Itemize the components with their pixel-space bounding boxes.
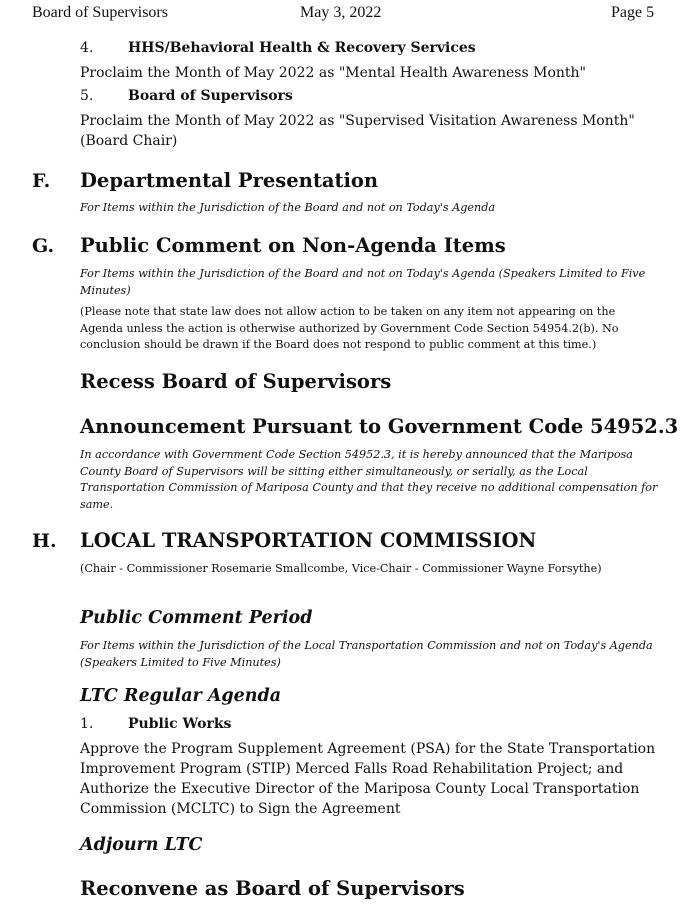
section-h-letter: H.	[32, 530, 57, 552]
item-4-title: HHS/Behavioral Health & Recovery Services	[128, 40, 476, 56]
reconvene-title: Reconvene as Board of Supervisors	[80, 877, 465, 900]
adjourn-ltc-title: Adjourn LTC	[80, 835, 203, 855]
ltc-item-1-title: Public Works	[128, 716, 232, 732]
item-4-text: Proclaim the Month of May 2022 as "Mental Health Awareness Month"	[80, 65, 586, 81]
ltc-item-1-number: 1.	[80, 716, 94, 732]
section-h-title: LOCAL TRANSPORTATION COMMISSION	[80, 529, 537, 552]
public-comment-period-note: For Items within the Jurisdiction of the Local Transportation Commission and not on Today's Agenda (Speakers Limited to Five Minutes)	[80, 639, 653, 669]
section-h-chairs: (Chair - Commissioner Rosemarie Smallcombe, Vice-Chair - Commissioner Wayne Forsythe)	[80, 562, 602, 575]
ltc-item-1-text: Approve the Program Supplement Agreement (PSA) for the State Transportation Improvement Program (STIP) Merced Falls Road Rehabilitation Project; and Authorize the Executive Director of the Mariposa County Local Transportation Commission (MCLTC) to Sign the Agreement	[80, 741, 656, 817]
ltc-regular-agenda-title: LTC Regular Agenda	[80, 686, 282, 706]
section-g-title: Public Comment on Non-Agenda Items	[80, 234, 506, 257]
section-g-notice: (Please note that state law does not allow action to be taken on any item not appearing on the Agenda unless the action is otherwise authorized by Government Code Section 54954.2(b). No conclusion should be drawn if the Board does not respond to public comment at this time.)	[80, 305, 619, 351]
public-comment-period-title: Public Comment Period	[80, 608, 313, 628]
section-g-note: For Items within the Jurisdiction of the Board and not on Today's Agenda (Speakers Limited to Five Minutes)	[80, 267, 646, 297]
recess-title: Recess Board of Supervisors	[80, 370, 392, 393]
section-f-note: For Items within the Jurisdiction of the Board and not on Today's Agenda	[80, 201, 496, 214]
item-5-text-line1: Proclaim the Month of May 2022 as "Supervised Visitation Awareness Month"	[80, 113, 635, 129]
announcement-text: In accordance with Government Code Section 54952.3, it is hereby announced that the Mariposa County Board of Supervisors will be sitting either simultaneously, or serially, as the Local Transportation Commission of Mariposa County and that they receive no additional compensation for same.	[80, 448, 658, 511]
header-date: May 3, 2022	[300, 4, 382, 21]
item-4-number: 4.	[80, 40, 94, 56]
item-5-number: 5.	[80, 88, 94, 104]
announcement-title: Announcement Pursuant to Government Code 54952.3	[80, 415, 679, 438]
section-f-title: Departmental Presentation	[80, 169, 379, 192]
header-left-title: Board of Supervisors	[32, 4, 168, 21]
header-page-number: Page 5	[611, 4, 655, 21]
section-g-letter: G.	[32, 235, 55, 257]
item-5-title: Board of Supervisors	[128, 88, 293, 104]
item-5-text-line2: (Board Chair)	[80, 133, 178, 149]
section-f-letter: F.	[32, 170, 51, 192]
